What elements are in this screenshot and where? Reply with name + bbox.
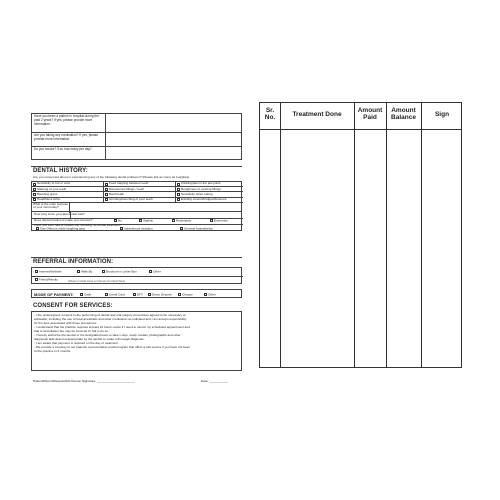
medical-row[interactable] bbox=[32, 114, 241, 133]
date-line[interactable]: Date: ___________ bbox=[201, 379, 229, 383]
problem-option[interactable]: Clicking/pain in the jaw joints bbox=[176, 182, 243, 187]
medical-question: Have you been a patient in hospital during the past 2 years? If yes, please provide more information. bbox=[34, 114, 99, 126]
sign-column-cells[interactable] bbox=[421, 130, 463, 367]
checkbox[interactable] bbox=[33, 198, 36, 201]
nervous-option-no[interactable]: No bbox=[114, 219, 122, 223]
payment-cheque[interactable]: Cheque bbox=[178, 293, 193, 297]
consent-line: advisable, including the use of local anesthetic and other medication as indicated and I am accept responsibility bbox=[34, 317, 187, 321]
problem-option[interactable]: Bad breath bbox=[104, 192, 176, 197]
nervous-question: Does dental treatment make you nervous? bbox=[34, 218, 93, 222]
checkbox[interactable] bbox=[77, 270, 80, 273]
checkbox[interactable] bbox=[133, 293, 136, 296]
referral-brochure[interactable]: Brochure in Letter Box bbox=[102, 270, 137, 274]
nervous-option-moderately[interactable]: Moderately bbox=[172, 219, 191, 223]
checkbox[interactable] bbox=[177, 188, 180, 191]
dental-problems-grid bbox=[31, 181, 242, 212]
dental-history-heading: DENTAL HISTORY: bbox=[33, 168, 88, 174]
checkbox[interactable] bbox=[105, 193, 108, 196]
problem-option[interactable]: Food trapping between teeth bbox=[104, 182, 176, 187]
checkbox[interactable] bbox=[148, 293, 151, 296]
referral-friend-family[interactable]: Friend/Family bbox=[35, 278, 58, 282]
checkbox[interactable] bbox=[105, 188, 108, 191]
consent-line: that a cancellation fee may be incurred if I fail to do so. bbox=[34, 329, 109, 333]
checkbox[interactable] bbox=[204, 293, 207, 296]
problem-option[interactable]: Bleeding gums bbox=[32, 192, 104, 197]
problem-option[interactable]: Discoloured fillings / teeth bbox=[104, 187, 176, 192]
consent-line: - I am aware that payment is required on the day of treatment. bbox=[34, 341, 119, 345]
consent-heading: CONSENT FOR SERVICES: bbox=[33, 303, 113, 309]
payment-direct-deposit[interactable]: Direct Deposit bbox=[148, 293, 171, 297]
checkbox[interactable] bbox=[33, 183, 36, 186]
header-sr-no: Sr. No. bbox=[264, 107, 276, 121]
checkbox[interactable] bbox=[180, 227, 183, 230]
section-rule bbox=[31, 257, 242, 258]
medical-question: Are you taking any medication? If yes, please provide more information. bbox=[34, 133, 99, 141]
medical-question: Do you smoke? If so how many per day? bbox=[34, 147, 92, 151]
payment-box bbox=[31, 289, 242, 298]
checkbox[interactable] bbox=[178, 293, 181, 296]
problem-option[interactable]: Sensitivity to hot or cold bbox=[32, 182, 104, 187]
problem-option[interactable]: Head/Neck Ache bbox=[32, 198, 104, 203]
checkbox[interactable] bbox=[177, 193, 180, 196]
checkbox[interactable] bbox=[33, 188, 36, 191]
checkbox[interactable] bbox=[210, 219, 213, 222]
checkbox[interactable] bbox=[105, 293, 108, 296]
header-treatment-done: Treatment Done bbox=[292, 111, 342, 118]
checkbox[interactable] bbox=[102, 270, 105, 273]
treatment-column-cells[interactable] bbox=[280, 130, 354, 367]
consent-line: - I the undersigned, consent to the performing of dental and oral surgery procedures agreed to be necessary or bbox=[34, 313, 186, 317]
main-purpose-question: What is the main purpose of your visit today? bbox=[32, 203, 70, 213]
checkbox[interactable] bbox=[120, 227, 123, 230]
checkbox[interactable] bbox=[33, 193, 36, 196]
sr-no-column-cells[interactable] bbox=[260, 130, 280, 367]
checkbox[interactable] bbox=[36, 227, 39, 230]
last-visit-question: How long since your last dental visit? bbox=[34, 212, 85, 216]
checkbox[interactable] bbox=[35, 278, 38, 281]
header-amount-paid: Amount Paid bbox=[357, 107, 383, 121]
header-amount-balance: Amount Balance bbox=[391, 107, 416, 121]
paid-column-cells[interactable] bbox=[354, 130, 386, 367]
medical-row[interactable] bbox=[32, 147, 241, 161]
checkbox[interactable] bbox=[105, 183, 108, 186]
payment-cash[interactable]: Cash bbox=[80, 293, 91, 297]
referral-heading: REFERRAL INFORMATION: bbox=[33, 259, 114, 265]
checkbox[interactable] bbox=[105, 198, 108, 201]
option-gas[interactable]: Gas (Nitrous oxide laughing gas) bbox=[36, 227, 85, 231]
referral-walk-by[interactable]: Walk By bbox=[77, 270, 92, 274]
checkbox[interactable] bbox=[80, 293, 83, 296]
problem-option[interactable]: Sensitivity when eating bbox=[176, 192, 243, 197]
dental-intro: Are you concerned about or experiencing any of the following dental problems? (Please tick as many as it applies) bbox=[33, 175, 190, 179]
consent-line: - We provide a courtesy to our patients a preventative recall program that offers a call service if you have not been bbox=[34, 345, 191, 349]
checkbox[interactable] bbox=[114, 219, 117, 222]
checkbox[interactable] bbox=[172, 219, 175, 222]
nervous-option-slightly[interactable]: Slightly bbox=[139, 219, 153, 223]
option-iv-sedation[interactable]: Intravenous sedation bbox=[120, 227, 153, 231]
nervous-option-extremely[interactable]: Extremely bbox=[210, 219, 228, 223]
referral-other[interactable]: Other bbox=[149, 270, 161, 274]
problem-option[interactable]: Roughness of existing fillings bbox=[176, 187, 243, 192]
payment-label: MODE OF PAYMENT: bbox=[34, 291, 74, 297]
section-rule bbox=[31, 166, 242, 167]
signature-line[interactable]: Patient/Parent/Responsible Person Signature: ______________________ bbox=[33, 379, 135, 383]
consent-line: for the fees associated with those procedures. bbox=[34, 321, 98, 325]
medical-questions-table bbox=[31, 113, 242, 160]
option-general-anaesthesia[interactable]: General Anaesthesia bbox=[180, 227, 213, 231]
problem-option[interactable]: Grinding/clenching of your teeth bbox=[104, 198, 176, 203]
checkbox[interactable] bbox=[177, 183, 180, 186]
payment-credit-card[interactable]: Credit Card bbox=[105, 293, 125, 297]
treatment-table bbox=[259, 102, 462, 368]
checkbox[interactable] bbox=[139, 219, 142, 222]
checkbox[interactable] bbox=[177, 198, 180, 201]
checkbox[interactable] bbox=[149, 270, 152, 273]
medical-row[interactable] bbox=[32, 133, 241, 147]
referral-box bbox=[31, 267, 242, 284]
consent-box bbox=[31, 311, 242, 371]
checkbox[interactable] bbox=[35, 270, 38, 273]
problem-option[interactable]: Staining of your teeth bbox=[32, 187, 104, 192]
referral-note: (Please provide name so that we can thank them) bbox=[68, 279, 126, 283]
treatment-history-question: Have you ever had or require the following for dental treatment? bbox=[34, 223, 122, 227]
balance-column-cells[interactable] bbox=[386, 130, 421, 367]
payment-other[interactable]: Other bbox=[204, 293, 216, 297]
header-sign: Sign bbox=[434, 111, 450, 118]
payment-eft[interactable]: EFT bbox=[133, 293, 143, 297]
dental-questions-box bbox=[31, 212, 242, 231]
referral-internet[interactable]: Internet/Website bbox=[35, 270, 61, 274]
consent-line: to the practice in 6 months. bbox=[34, 349, 72, 353]
problem-option[interactable]: Existing crowns/bridges/dentures bbox=[176, 198, 243, 203]
consent-line: - I understand that the practice requires at least 24 hours notice if I need to cancel my scheduled appointment and bbox=[34, 325, 190, 329]
consent-line: - I hereby authorize the dentist or the designated team to take x-rays, study models, photographs and other bbox=[34, 333, 181, 337]
consent-line: diagnostic aids deemed appropriate by the dentist to make a thorough diagnosis. bbox=[34, 337, 145, 341]
row-rule bbox=[32, 276, 243, 277]
